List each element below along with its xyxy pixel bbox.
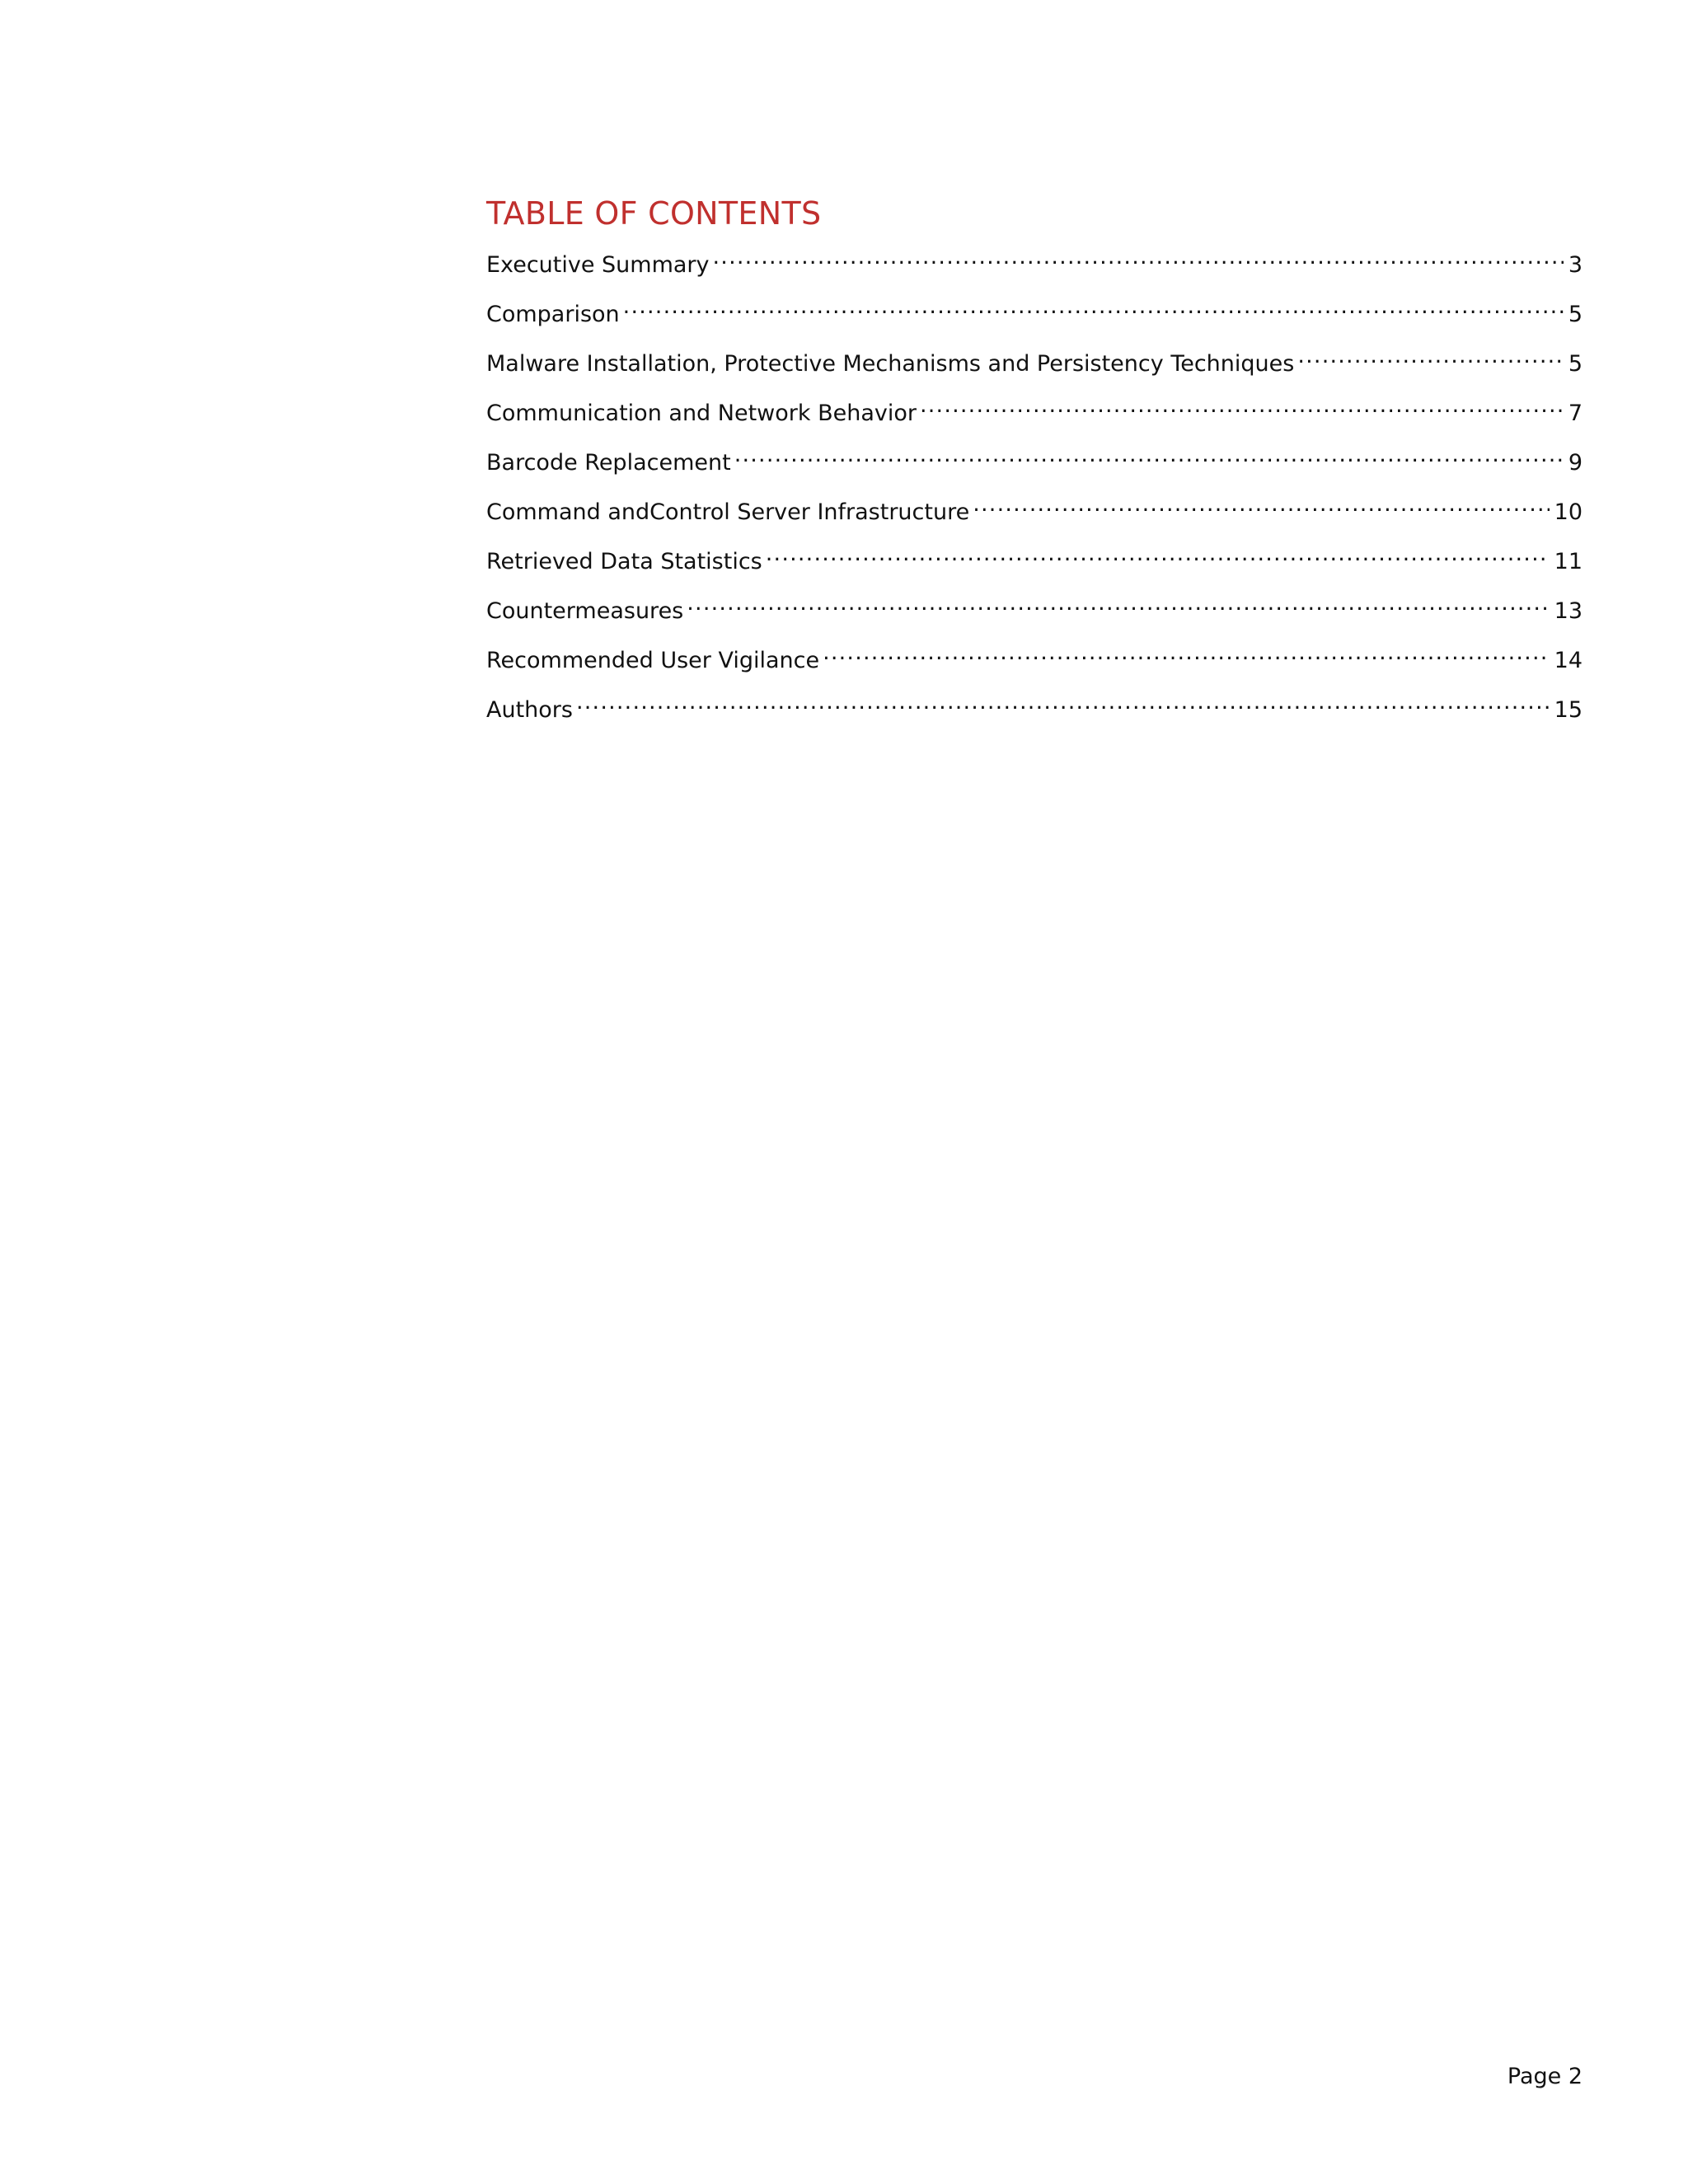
toc-leader-dots	[920, 391, 1564, 420]
toc-leader-dots	[823, 638, 1550, 668]
toc-entry-label: Countermeasures	[486, 598, 684, 624]
toc-entry-authors[interactable]	[486, 687, 1582, 737]
toc-entry-barcode-replacement[interactable]	[486, 440, 1582, 490]
toc-leader-dots	[973, 490, 1549, 519]
toc-entry-page: 5	[1568, 302, 1582, 327]
toc-entry-page: 3	[1568, 252, 1582, 278]
toc-leader-dots	[623, 292, 1564, 321]
toc-entry-page: 9	[1568, 450, 1582, 476]
toc-leader-dots	[687, 588, 1549, 618]
toc-entry-label: Authors	[486, 697, 573, 723]
table-of-contents	[486, 191, 1582, 737]
toc-entry-executive-summary[interactable]	[486, 242, 1582, 292]
toc-entry-label: Command andControl Server Infrastructure	[486, 499, 970, 525]
toc-entry-retrieved-data[interactable]	[486, 539, 1582, 588]
toc-leader-dots	[1297, 341, 1563, 371]
toc-entry-label: Barcode Replacement	[486, 450, 731, 476]
toc-entry-label: Executive Summary	[486, 252, 710, 278]
toc-entry-page: 14	[1554, 648, 1582, 673]
toc-entry-page: 11	[1554, 549, 1582, 574]
toc-leader-dots	[576, 687, 1550, 717]
toc-entry-countermeasures[interactable]	[486, 588, 1582, 638]
toc-title: TABLE OF CONTENTS	[486, 195, 822, 232]
toc-leader-dots	[734, 440, 1564, 470]
toc-entry-command-control[interactable]	[486, 490, 1582, 539]
toc-leader-dots	[713, 242, 1564, 272]
toc-entry-malware-installation[interactable]	[486, 341, 1582, 391]
toc-entry-page: 10	[1554, 499, 1582, 525]
toc-entry-user-vigilance[interactable]	[486, 638, 1582, 687]
toc-entry-page: 15	[1554, 697, 1582, 723]
toc-entry-page: 7	[1568, 401, 1582, 426]
toc-leader-dots	[766, 539, 1550, 569]
toc-entry-label: Malware Installation, Protective Mechanisms and Persistency Techniques	[486, 351, 1295, 377]
toc-entry-label: Communication and Network Behavior	[486, 401, 917, 426]
toc-entry-label: Recommended User Vigilance	[486, 648, 820, 673]
toc-entry-communication-network[interactable]	[486, 391, 1582, 440]
toc-entry-page: 5	[1568, 351, 1582, 377]
page-number: Page 2	[1507, 2064, 1582, 2089]
toc-entry-label: Comparison	[486, 302, 620, 327]
toc-list	[486, 242, 1582, 737]
toc-entry-page: 13	[1554, 598, 1582, 624]
toc-entry-label: Retrieved Data Statistics	[486, 549, 762, 574]
toc-entry-comparison[interactable]	[486, 292, 1582, 341]
